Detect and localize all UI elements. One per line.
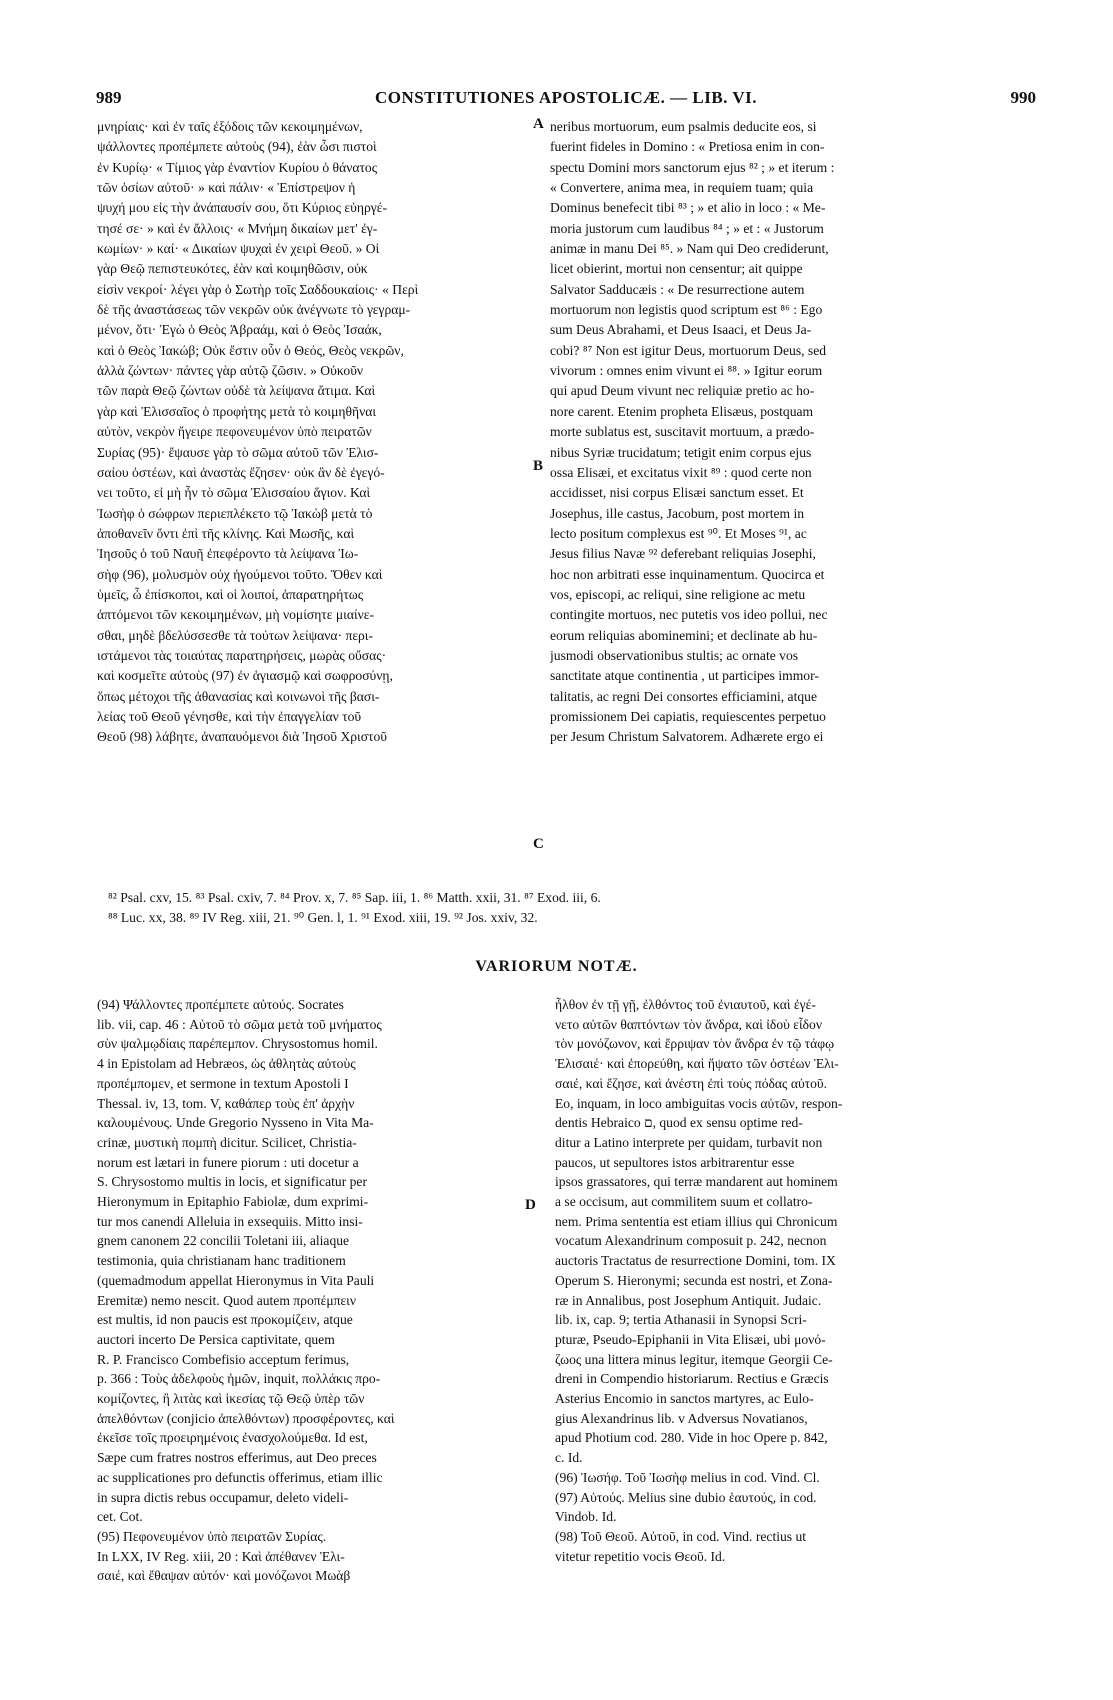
note-line: tur mos canendi Alleluia in exsequiis. Mitto insi- xyxy=(97,1213,363,1229)
latin-text-line: Salvator Sadducæis : « De resurrectione autem xyxy=(550,281,805,297)
note-line: In LXX, IV Reg. xiii, 20 : Καὶ ἀπέθανεν Ἐλι- xyxy=(97,1548,345,1564)
latin-text-line: ossa Elisæi, et excitatus vixit ⁸⁹ : quod certe non xyxy=(550,464,812,480)
greek-text-line: νει τοῦτο, εἰ μὴ ἦν τὸ σῶμα Ἐλισσαίου ἅγιον. Καὶ xyxy=(97,485,371,501)
page-number-left: 989 xyxy=(96,88,122,107)
note-line: (97) Αὐτούς. Melius sine dubio ἑαυτούς, in cod. xyxy=(555,1489,817,1505)
note-line: ἦλθον ἐν τῇ γῇ, ἐλθόντος τοῦ ἐνιαυτοῦ, καὶ ἐγέ- xyxy=(555,997,816,1012)
latin-text-line: accidisset, nisi corpus Elisæi sanctum esset. Et xyxy=(550,485,804,501)
note-line: nem. Prima sententia est etiam illius qui Chronicum xyxy=(555,1213,838,1229)
notes-title: VARIORUM NOTÆ. xyxy=(475,958,638,975)
note-line: ζωος una littera minus legitur, itemque Georgii Ce- xyxy=(555,1351,833,1367)
latin-text-line: nibus Syriæ trucidatum; tetigit enim corpus ejus xyxy=(550,444,812,460)
greek-text-line: γὰρ καὶ Ἐλισσαῖος ὁ προφήτης μετὰ τὸ κοιμηθῆναι xyxy=(97,403,377,419)
note-line: crinæ, μυστικὴ πομπὴ dicitur. Scilicet, Christia- xyxy=(97,1134,357,1150)
greek-text-line: Ἰωσὴφ ὁ σώφρων περιεπλέκετο τῷ Ἰακὼβ μετὰ τὸ xyxy=(97,505,373,521)
note-line: προπέμπομεν, et sermone in textum Apostoli I xyxy=(97,1075,349,1091)
greek-text-line: μνηρίαις· καὶ ἐν ταῖς ἐξόδοις τῶν κεκοιμημένων, xyxy=(97,119,363,134)
margin-marker-a: A xyxy=(533,116,544,132)
greek-text-line: καὶ κοσμεῖτε αὐτοὺς (97) ἐν ἁγιασμῷ καὶ σωφροσύνῃ, xyxy=(97,668,393,684)
greek-text-line: λείας τοῦ Θεοῦ γένησθε, καὶ τὴν ἐπαγγελίαν τοῦ xyxy=(97,708,362,724)
note-line: ἀπελθόντων (conjicio ἀπελθόντων) προσφέροντες, καὶ xyxy=(97,1410,395,1426)
note-line: καλουμένους. Unde Gregorio Nysseno in Vita Ma- xyxy=(97,1115,374,1131)
greek-text-line: τῶν παρὰ Θεῷ ζώντων οὐδὲ τὰ λείψανα ἄτιμα. Καὶ xyxy=(97,383,376,399)
footnote-line: ⁸² Psal. cxv, 15. ⁸³ Psal. cxiv, 7. ⁸⁴ Prov. x, 7. ⁸⁵ Sap. iii, 1. ⁸⁶ Matth. xxii, 31. ⁸⁷ Exod. iii, 6. xyxy=(108,890,601,905)
note-line: auctoris Tractatus de resurrectione Domini, tom. IX xyxy=(555,1253,836,1269)
footnotes xyxy=(108,888,978,928)
note-line: (96) Ἰωσήφ. Τοῦ Ἰωσὴφ melius in cod. Vind. Cl. xyxy=(555,1469,820,1485)
note-line: τὸν μονόζωνον, καὶ ἔρριψαν τὸν ἄνδρα ἐν τῷ τάφῳ xyxy=(555,1036,835,1052)
note-line: (98) Τοῦ Θεοῦ. Αὐτοῦ, in cod. Vind. rectius ut xyxy=(555,1528,807,1544)
latin-text-line: eorum reliquias abominemini; et declinate ab hu- xyxy=(550,627,818,643)
note-line: apud Photium cod. 280. Vide in hoc Opere p. 842, xyxy=(555,1430,828,1446)
note-line: ditur a Latino interprete per quidam, turbavit non xyxy=(555,1134,823,1150)
note-line: lib. vii, cap. 46 : Αὐτοῦ τὸ σῶμα μετὰ τοῦ μνήματος xyxy=(97,1016,382,1032)
note-line: Hieronymum in Epitaphio Fabiolæ, dum exprimi- xyxy=(97,1194,369,1210)
greek-text-line: ψάλλοντες προπέμπετε αὐτοὺς (94), ἐὰν ὦσι πιστοὶ xyxy=(97,139,377,155)
note-line: gnem canonem 22 concilii Toletani iii, aliaque xyxy=(97,1233,350,1249)
running-header xyxy=(96,88,1036,112)
note-line: dreni in Compendio historiarum. Rectius e Græcis xyxy=(555,1371,829,1387)
latin-text-line: neribus mortuorum, eum psalmis deducite eos, si xyxy=(550,119,817,134)
note-line: Sæpe cum fratres nostros efferimus, aut Deo preces xyxy=(97,1450,377,1466)
greek-text-line: σὴφ (96), μολυσμὸν οὐχ ἡγούμενοι τοῦτο. Ὅθεν καὶ xyxy=(97,566,383,582)
note-line: ipsos grassatores, qui terræ mandarent aut hominem xyxy=(555,1174,838,1190)
note-line: Operum S. Hieronymi; secunda est nostri, et Zona- xyxy=(555,1272,833,1288)
latin-text-line: « Convertere, anima mea, in requiem tuam; quia xyxy=(550,180,814,196)
note-line: cet. Cot. xyxy=(97,1509,143,1525)
note-line: pturæ, Pseudo-Epiphanii in Vita Elisæi, ubi μονό- xyxy=(555,1331,826,1347)
note-line: Thessal. iv, 13, tom. V, καθάπερ τοὺς ἐπ' ἀρχὴν xyxy=(97,1095,355,1111)
greek-text-line: ἁπτόμενοι τῶν κεκοιμημένων, μὴ νομίσητε μιαίνε- xyxy=(97,607,374,623)
note-line: norum est lætari in funere piorum : uti docetur a xyxy=(97,1154,359,1170)
latin-text-line: animæ in manu Dei ⁸⁵. » Nam qui Deo crediderunt, xyxy=(550,241,829,257)
latin-text-line: fuerint fideles in Domino : « Pretiosa enim in con- xyxy=(550,139,825,155)
note-line: Vindob. Id. xyxy=(555,1509,617,1525)
latin-text-line: talitatis, ac regni Dei consortes efficiamini, atque xyxy=(550,688,817,704)
note-line: testimonia, quia christianam hanc traditionem xyxy=(97,1253,346,1269)
latin-text-line: Dominus benefecit tibi ⁸³ ; » et alio in loco : « Me- xyxy=(550,200,826,216)
greek-text-line: καὶ ὁ Θεὸς Ἰακώβ; Οὐκ ἔστιν οὖν ὁ Θεός, Θεὸς νεκρῶν, xyxy=(97,342,404,358)
latin-text-line: vivorum : omnes enim vivunt ei ⁸⁸. » Igitur eorum xyxy=(550,363,823,379)
greek-text-line: μένον, ὅτι· Ἐγὼ ὁ Θεὸς Ἀβραάμ, καὶ ὁ Θεὸς Ἰσαάκ, xyxy=(97,322,382,338)
latin-text-line: cobi? ⁸⁷ Non est igitur Deus, mortuorum Deus, sed xyxy=(550,342,827,358)
note-line: σὺν ψαλμῳδίαις παρέπεμπον. Chrysostomus homil. xyxy=(97,1036,378,1052)
notes-right-column xyxy=(555,995,980,1566)
greek-text-line: Θεοῦ (98) λάβητε, ἀναπαυόμενοι διὰ Ἰησοῦ Χριστοῦ xyxy=(97,729,388,745)
note-line: S. Chrysostomo multis in locis, et significatur per xyxy=(97,1174,367,1190)
greek-text-line: σαίου ὀστέων, καὶ ἀναστὰς ἔζησεν· οὐκ ἂν δὲ ἐγεγό- xyxy=(97,464,385,480)
note-line: σαιέ, καὶ ἔθαψαν αὐτόν· καὶ μονόζωνοι Μωὰβ xyxy=(97,1568,351,1584)
greek-text-line: ἀποθανεῖν ὄντι ἐπὶ τῆς κλίνης. Καὶ Μωσῆς, καὶ xyxy=(97,525,355,541)
note-line: in supra dictis rebus occupamur, deleto videli- xyxy=(97,1489,349,1505)
note-line: vitetur repetitio vocis Θεοῦ. Id. xyxy=(555,1548,726,1564)
latin-text-line: sanctitate atque continentia , ut participes immor- xyxy=(550,668,819,684)
note-line: σαιέ, καὶ ἔζησε, καὶ ἀνέστη ἐπὶ τοὺς πόδας αὐτοῦ. xyxy=(555,1075,828,1091)
latin-text-line: Josephus, ille castus, Jacobum, post mortem in xyxy=(550,505,805,521)
footnote-line: ⁸⁸ Luc. xx, 38. ⁸⁹ IV Reg. xiii, 21. ⁹⁰ Gen. l, 1. ⁹¹ Exod. xiii, 19. ⁹² Jos. xxiv, 32. xyxy=(108,910,538,925)
latin-text-line: vos, episcopi, ac reliqui, sine religione ac metu xyxy=(550,586,806,602)
note-line: lib. ix, cap. 9; tertia Athanasii in Synopsi Scri- xyxy=(555,1312,807,1328)
latin-text-line: sum Deus Abrahami, et Deus Isaaci, et Deus Ja- xyxy=(550,322,812,338)
latin-text-line: spectu Domini mors sanctorum ejus ⁸² ; » et iterum : xyxy=(550,159,835,175)
margin-marker-c: C xyxy=(533,836,544,852)
greek-text-column xyxy=(97,117,527,748)
note-line: (95) Πεφονευμένον ὑπὸ πειρατῶν Συρίας. xyxy=(97,1528,327,1544)
note-line: (94) Ψάλλοντες προπέμπετε αὐτούς. Socrates xyxy=(97,997,344,1012)
note-line: Asterius Encomio in sanctos martyres, ac Eulo- xyxy=(555,1391,814,1407)
latin-text-line: jusmodi observationibus stultis; ac ornate vos xyxy=(550,647,799,663)
note-line: R. P. Franciscο Combefisio acceptum ferimus, xyxy=(97,1351,350,1367)
note-line: (quemadmodum appellat Hieronymus in Vita Pauli xyxy=(97,1272,375,1288)
latin-text-line: qui apud Deum vivunt nec reliquiæ pretio ac ho- xyxy=(550,383,815,399)
greek-text-line: τῶν ὁσίων αὐτοῦ· » καὶ πάλιν· « Ἐπίστρεψον ἡ xyxy=(97,180,356,196)
greek-text-line: δὲ τῆς ἀναστάσεως τῶν νεκρῶν οὐκ ἀνέγνωτε τὸ γεγραμ- xyxy=(97,302,411,318)
note-line: auctori incerto De Persica captivitate, quem xyxy=(97,1331,335,1347)
note-line: νετο αὐτῶν θαπτόντων τὸν ἄνδρα, καὶ ἰδοὺ εἶδον xyxy=(555,1016,822,1032)
latin-text-line: moria justorum cum laudibus ⁸⁴ ; » et : « Justorum xyxy=(550,220,824,236)
notes-left-column xyxy=(97,995,527,1586)
latin-text-line: promissionem Dei capiatis, requiescentes perpetuo xyxy=(550,708,826,724)
running-title: CONSTITUTIONES APOSTOLICÆ. — LIB. VI. xyxy=(374,88,758,107)
note-line: κομίζοντες, ἢ λιτὰς καὶ ἱκεσίας τῷ Θεῷ ὑπὲρ τῶν xyxy=(97,1391,365,1407)
note-line: ræ in Annalibus, post Josephum Antiquit. Judaic. xyxy=(555,1292,822,1308)
greek-text-line: κωμίων· » καί· « Δικαίων ψυχαὶ ἐν χειρὶ Θεοῦ. » Οἱ xyxy=(97,241,380,257)
note-line: c. Id. xyxy=(555,1450,583,1466)
margin-marker-b: B xyxy=(533,458,544,474)
page-number-right: 990 xyxy=(1010,88,1036,107)
greek-text-line: τησέ σε· » καὶ ἐν ἄλλοις· « Μνήμη δικαίων μετ' ἐγ- xyxy=(97,220,378,236)
greek-text-line: ψυχή μου εἰς τὴν ἀνάπαυσίν σου, ὅτι Κύριος εὐηργέ- xyxy=(97,200,388,216)
greek-text-line: εἰσὶν νεκροί· λέγει γὰρ ὁ Σωτὴρ τοῖς Σαδδουκαίοις· « Περὶ xyxy=(97,281,419,297)
greek-text-line: Ἰησοῦς ὁ τοῦ Ναυῆ ἐπεφέροντο τὰ λείψανα Ἰω- xyxy=(97,546,359,562)
latin-text-line: licet obierint, mortui non censentur; ait quippe xyxy=(550,261,803,277)
greek-text-line: σθαι, μηδὲ βδελύσσεσθε τὰ τούτων λείψανα· περι- xyxy=(97,627,373,643)
note-line: vocatum Alexandrinum composuit p. 242, necnon xyxy=(555,1233,827,1249)
greek-text-line: ιστάμενοι τὰς τοιαύτας παρατηρήσεις, μωρὰς οὔσας· xyxy=(97,647,387,663)
margin-marker-d: D xyxy=(525,1197,536,1213)
greek-text-line: γὰρ Θεῷ πεπιστευκότες, ἐὰν καὶ κοιμηθῶσιν, οὐκ xyxy=(97,261,368,277)
note-line: ἐκεῖσε τοῖς προειρημένοις ἐνασχολούμεθα. Id est, xyxy=(97,1430,368,1446)
note-line: Ἐλισαιέ· καὶ ἐπορεύθη, καὶ ἥψατο τῶν ὀστέων Ἐλι- xyxy=(555,1056,839,1072)
note-line: dentis Hebraico ם, quod ex sensu optime red- xyxy=(555,1115,803,1131)
greek-text-line: Συρίας (95)· ἔψαυσε γὰρ τὸ σῶμα αὐτοῦ τῶν Ἐλισ- xyxy=(97,444,379,460)
note-line: paucos, ut sepultores istos arbitrarentur esse xyxy=(555,1154,795,1170)
note-line: a se occisum, aut commilitem suum et collatro- xyxy=(555,1194,813,1210)
latin-text-line: per Jesum Christum Salvatorem. Adhærete ergo ei xyxy=(550,729,824,745)
latin-text-line: hoc non arbitrati esse inquinamentum. Quocirca et xyxy=(550,566,825,582)
greek-text-line: ὑμεῖς, ὦ ἐπίσκοποι, καὶ οἱ λοιποί, ἀπαρατηρήτως xyxy=(97,586,364,602)
greek-text-line: ἐν Κυρίῳ· « Τίμιος γὰρ ἐναντίον Κυρίου ὁ θάνατος xyxy=(97,159,378,175)
note-line: 4 in Epistolam ad Hebræos, ὡς ἀθλητὰς αὐτοὺς xyxy=(97,1056,356,1072)
note-line: Eo, inquam, in loco ambiguitas vocis αὐτῶν, respon- xyxy=(555,1095,843,1111)
latin-text-column xyxy=(550,117,978,748)
latin-text-line: mortuorum non legistis quod scriptum est ⁸⁶ : Ego xyxy=(550,302,823,318)
note-line: Eremitæ) nemo nescit. Quod autem προπέμπειν xyxy=(97,1292,356,1308)
latin-text-line: morte sublatus est, suscitavit mortuum, a prædo- xyxy=(550,424,815,440)
note-line: ac supplicationes pro defunctis offerimus, etiam illic xyxy=(97,1469,383,1485)
note-line: gius Alexandrinus lib. v Adversus Novatianos, xyxy=(555,1410,808,1426)
latin-text-line: nore carent. Etenim propheta Elisæus, postquam xyxy=(550,403,814,419)
note-line: p. 366 : Τοὺς ἀδελφοὺς ἡμῶν, inquit, πολλάκις προ- xyxy=(97,1371,381,1387)
latin-text-line: Jesus filius Navæ ⁹² deferebant reliquias Josephi, xyxy=(550,546,816,562)
latin-text-line: lecto positum complexus est ⁹⁰. Et Moses ⁹¹, ac xyxy=(550,525,807,541)
note-line: est multis, id non paucis est προκομίζειν, atque xyxy=(97,1312,353,1328)
greek-text-line: ἀλλὰ ζώντων· πάντες γὰρ αὐτῷ ζῶσιν. » Οὐκοῦν xyxy=(97,363,364,379)
greek-text-line: ὅπως μέτοχοι τῆς ἀθανασίας καὶ κοινωνοὶ τῆς βασι- xyxy=(97,688,380,704)
greek-text-line: αὐτὸν, νεκρὸν ἤγειρε πεφονευμένον ὑπὸ πειρατῶν xyxy=(97,424,372,440)
latin-text-line: contingite mortuos, nec putetis vos ideo polluі, nec xyxy=(550,607,828,623)
